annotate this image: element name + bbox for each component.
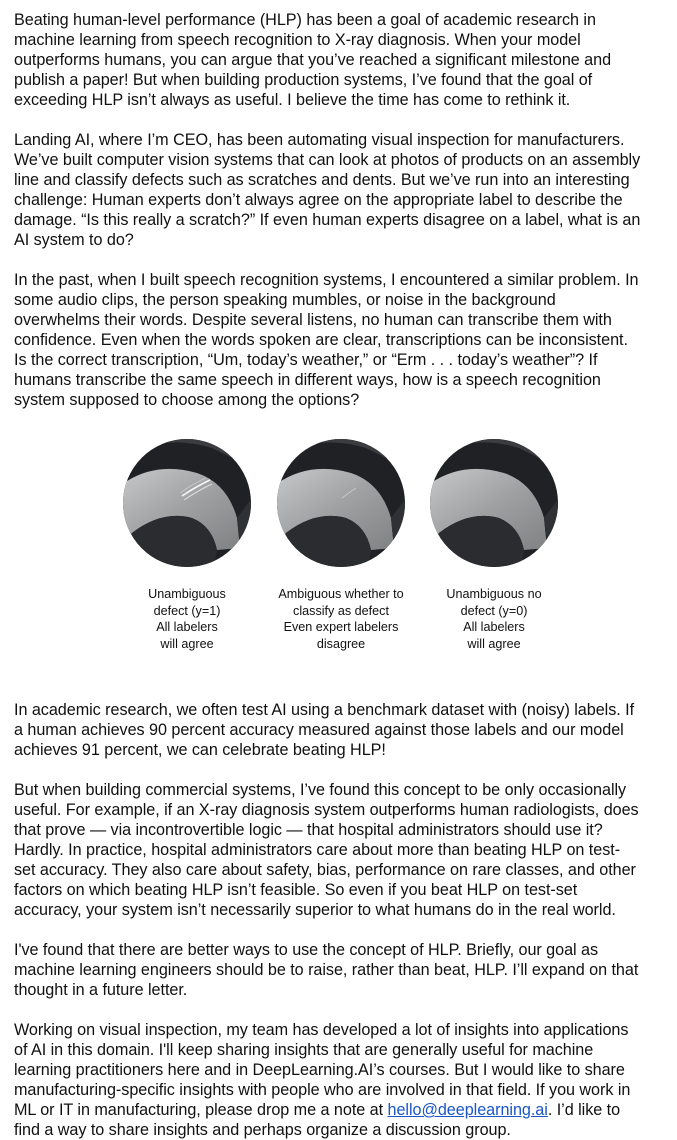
paragraph-text-after-link: . I’d like to find a way to share insights and perhaps organize a discussion group. xyxy=(14,1101,621,1139)
faint-scratch-image xyxy=(276,438,406,568)
figure-caption: Ambiguous whether to classify as defect Even expert labelers disagree xyxy=(278,587,404,651)
figure-item-no-defect xyxy=(419,438,569,652)
paragraph-landing-ai: Landing AI, where I’m CEO, has been automating visual inspection for manufacturers. We’ve built computer vision systems that can look at photos of products on an assembly line and classify defects such as scratches and dents. But we’ve run into an interesting challenge: Human experts don’t always agree on the appropriate label to describe the damage. “Is this really a scratch?” If even human experts disagree on a label, what is an AI system to do? xyxy=(14,131,641,249)
scratch-defect-image xyxy=(122,438,252,568)
email-link[interactable]: hello@deeplearning.ai xyxy=(387,1101,548,1119)
paragraph-raise-hlp: I've found that there are better ways to use the concept of HLP. Briefly, our goal as machine learning engineers should be to raise, rather than beat, HLP. I’ll expand on that thought in a future letter. xyxy=(14,941,639,999)
paragraph-speech-recognition: In the past, when I built speech recognition systems, I encountered a similar problem. In some audio clips, the person speaking mumbles, or noise in the background overwhelms their words. Despite several listens, no human can transcribe them with confidence. Even when the words spoken are clear, transcriptions can be inconsistent. Is the correct transcription, “Um, today’s weather,” or “Erm . . . today’s weather”? If humans transcribe the same speech in different ways, how is a speech recognition system supposed to choose among the options? xyxy=(14,271,639,409)
figure-item-unambiguous-defect xyxy=(112,438,262,652)
figure-caption: Unambiguous defect (y=1) All labelers will agree xyxy=(148,587,226,651)
paragraph-commercial-systems: But when building commercial systems, I’ve found this concept to be only occasionally useful. For example, if an X-ray diagnosis system outperforms human radiologists, does that prove — via incontrovertible logic — that hospital administrators should use it? Hardly. In practice, hospital administrators care about more than beating HLP on test- set accuracy. They also care about safety, bias, performance on rare classes, and other factors on which beating HLP isn’t feasible. So even if you beat HLP on test-set accuracy, your system isn’t necessarily superior to what humans do in the real world. xyxy=(14,781,639,919)
defect-label-figure xyxy=(14,430,663,680)
figure-item-ambiguous-defect xyxy=(266,438,416,652)
paragraph-text-before-link: Working on visual inspection, my team has developed a lot of insights into applications of AI in this domain. I'll keep sharing insights that are generally useful for machine learning practitioners here and in DeepLearning.AI’s courses. But I would like to share manufacturing-specific insights with people who are involved in that field. If you work in ML or IT in manufacturing, please drop me a note at xyxy=(14,1021,631,1119)
paragraph-visual-inspection xyxy=(14,1020,663,1140)
figure-caption: Unambiguous no defect (y=0) All labelers will agree xyxy=(446,587,542,651)
paragraph-academic-benchmark: In academic research, we often test AI using a benchmark dataset with (noisy) labels. If a human achieves 90 percent accuracy measured against those labels and our model achieves 91 percent, we can celebrate beating HLP! xyxy=(14,701,635,759)
no-scratch-image xyxy=(429,438,559,568)
paragraph-hlp-intro: Beating human-level performance (HLP) has been a goal of academic research in machine learning from speech recognition to X-ray diagnosis. When your model outperforms humans, you can argue that you’ve reached a significant milestone and publish a paper! But when building production systems, I’ve found that the goal of exceeding HLP isn’t always as useful. I believe the time has come to rethink it. xyxy=(14,11,612,109)
